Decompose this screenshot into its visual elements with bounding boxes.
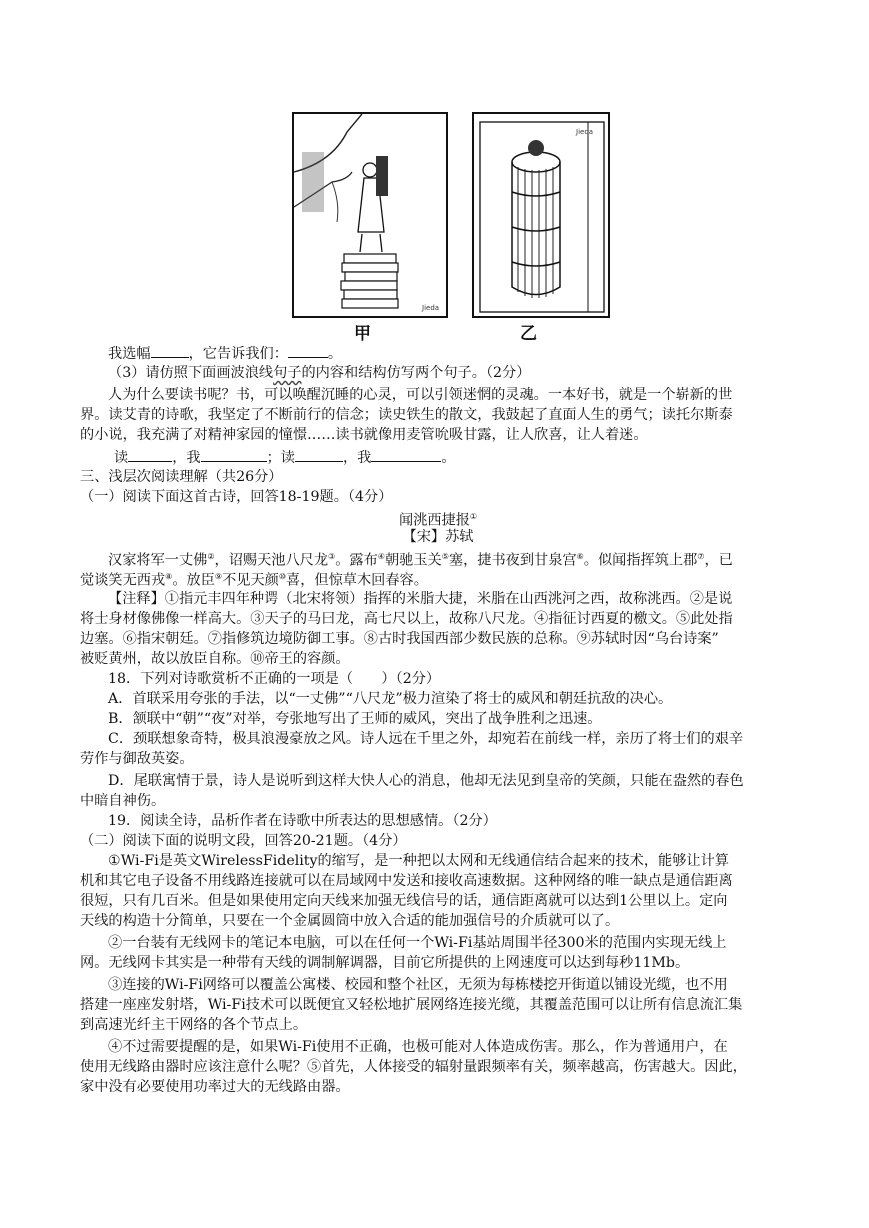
q18-option-d-line-2: 中暗自神伤。 bbox=[80, 793, 166, 809]
poem-title: 闻洮西捷报① bbox=[398, 512, 478, 529]
blank-3[interactable] bbox=[295, 447, 343, 462]
para-2-line-2: 网。无线网卡其实是一种带有天线的调制解调器，目前它所提供的上网速度可以达到每秒11Mb。 bbox=[80, 955, 690, 971]
para-2-line-1: ②一台装有无线网卡的笔记本电脑，可以在任何一个Wi-Fi基站周围半径300米的范围内实现无线上 bbox=[108, 935, 727, 951]
q18-option-b[interactable]: B．颔联中“朝”“夜”对举，夸张地写出了王师的威风，突出了战争胜利之迅速。 bbox=[108, 711, 602, 727]
svg-text:Jieda: Jieda bbox=[422, 304, 440, 312]
q18-option-c-line-2: 劳作与御敌英姿。 bbox=[80, 751, 194, 767]
section-3-heading: 三、浅层次阅读理解（共26分） bbox=[80, 469, 283, 485]
para-4-line-1: ④不过需要提醒的是，如果Wi-Fi使用不正确，也极可能对人体造成伤害。那么，作为普通用户，在 bbox=[108, 1039, 728, 1055]
para-1-line-3: 很短，只有几百米。但是如果使用定向天线来加强无线信号的话，通信距离就可以达到1公里以上。定向 bbox=[80, 893, 728, 909]
choose-line: 我选幅 ，它告诉我们： 。 bbox=[108, 343, 824, 364]
q18-option-c-line-1[interactable]: C．颈联想象奇特，极具浪漫豪放之风。诗人远在千里之外，却宛若在前线一样，亲历了将士们的艰辛 bbox=[108, 731, 744, 747]
poem-line-2: 觉谈笑无西戎⑧。放臣⑨不见天颜⑩喜，但惊草木回春容。 bbox=[80, 572, 428, 589]
para-4-line-3: 家中没有必要使用功率过大的无线路由器。 bbox=[80, 1079, 350, 1095]
blank-choice[interactable] bbox=[151, 343, 189, 358]
fill-in-line: 读 ，我 ；读 ，我 。 bbox=[114, 447, 830, 468]
notes-line-1: 【注释】①指元丰四年种谔（北宋将领）指挥的米脂大捷，米脂在山西洮河之西，故称洮西。②是说 bbox=[108, 591, 733, 607]
passage1-line-3: 的小说，我充满了对精神家园的憧憬……读书就像用麦管吮吸甘露，让人欣喜，让人着迷。 bbox=[80, 427, 648, 443]
figure-jia bbox=[292, 112, 448, 318]
para-1-line-2: 机和其它电子设备不用线路连接就可以在局域网中发送和接收高速数据。这种网络的唯一缺点是通信距离 bbox=[80, 873, 733, 889]
blank-1[interactable] bbox=[128, 447, 172, 462]
notes-line-4: 被贬黄州，故以放臣自称。⑩帝王的容颜。 bbox=[80, 651, 350, 667]
poem-author: 【宋】苏轼 bbox=[402, 529, 474, 545]
blank-2[interactable] bbox=[201, 447, 267, 462]
blank-4[interactable] bbox=[371, 447, 441, 462]
question-19: 19．阅读全诗，品析作者在诗歌中所表达的思想感情。（2分） bbox=[108, 813, 497, 829]
para-1-line-1: ①Wi-Fi是英文WirelessFidelity的缩写，是一种把以太网和无线通信结合起来的技术，能够让计算 bbox=[108, 853, 729, 869]
poem-line-1: 汉家将军一丈佛②，诏赐天池八尺龙③。露布④朝驰玉关⑤塞，捷书夜到甘泉宫⑥。似闻指挥筑上郡⑦，已 bbox=[108, 552, 733, 569]
q18-option-a[interactable]: A．首联采用夸张的手法，以“一丈佛”“八尺龙”极力渲染了将士的威风和朝廷抗敌的决心。 bbox=[108, 691, 673, 707]
question-3: （3）请仿照下面画波浪线句子的内容和结构仿写两个句子。（2分） bbox=[108, 365, 531, 381]
para-3-line-1: ③连接的Wi-Fi网络可以覆盖公寓楼、校园和整个社区，无须为每栋楼挖开街道以铺设光缆，也不用 bbox=[108, 977, 728, 993]
subsection-2-heading: （二）阅读下面的说明文段，回答20-21题。（4分） bbox=[80, 833, 407, 849]
q18-option-d-line-1[interactable]: D．尾联寓情于景，诗人是说听到这样大快人心的消息，他却无法见到皇帝的笑颜，只能在盎然的春色 bbox=[108, 773, 744, 789]
para-3-line-3: 到高速光纤主干网络的各个节点上。 bbox=[80, 1017, 308, 1033]
passage1-line-1: 人为什么要读书呢？书，可以唤醒沉睡的心灵，可以引领迷惘的灵魂。一本好书，就是一个崭新的世 bbox=[108, 387, 733, 403]
caption-jia: 甲 bbox=[354, 324, 371, 344]
question-18: 18．下列对诗歌赏析不正确的一项是（ ）（2分） bbox=[108, 671, 441, 687]
blank-meaning[interactable] bbox=[288, 343, 328, 358]
caption-yi: 乙 bbox=[520, 324, 537, 344]
svg-text:Jieda: Jieda bbox=[576, 128, 594, 136]
para-1-line-4: 天线的构造十分简单，只要在一个金属圆筒中放入合适的能加强信号的介质就可以了。 bbox=[80, 913, 620, 929]
para-3-line-2: 搭建一座座发射塔，Wi-Fi技术可以既便宜又轻松地扩展网络连接光缆，其覆盖范围可以让所有信息流汇集 bbox=[80, 997, 743, 1013]
notes-line-2: 将士身材像佛像一样高大。③天子的马曰龙，高七尺以上，故称八尺龙。④指征讨西夏的檄文。⑤此处指 bbox=[80, 611, 733, 627]
subsection-1-heading: （一）阅读下面这首古诗，回答18-19题。（4分） bbox=[80, 489, 393, 505]
figure-yi bbox=[472, 112, 610, 318]
notes-line-3: 边塞。⑥指宋朝廷。⑦指修筑边境防御工事。⑧古时我国西部少数民族的总称。⑨苏轼时因“乌台诗案” bbox=[80, 631, 719, 647]
passage1-line-2: 界。读艾青的诗歌，我坚定了不断前行的信念；读史铁生的散文，我鼓起了直面人生的勇气；读托尔斯泰 bbox=[80, 407, 733, 423]
para-4-line-2: 使用无线路由器时应该注意什么呢？⑤首先，人体接受的辐射量跟频率有关，频率越高，伤害越大。因此， bbox=[80, 1059, 747, 1075]
